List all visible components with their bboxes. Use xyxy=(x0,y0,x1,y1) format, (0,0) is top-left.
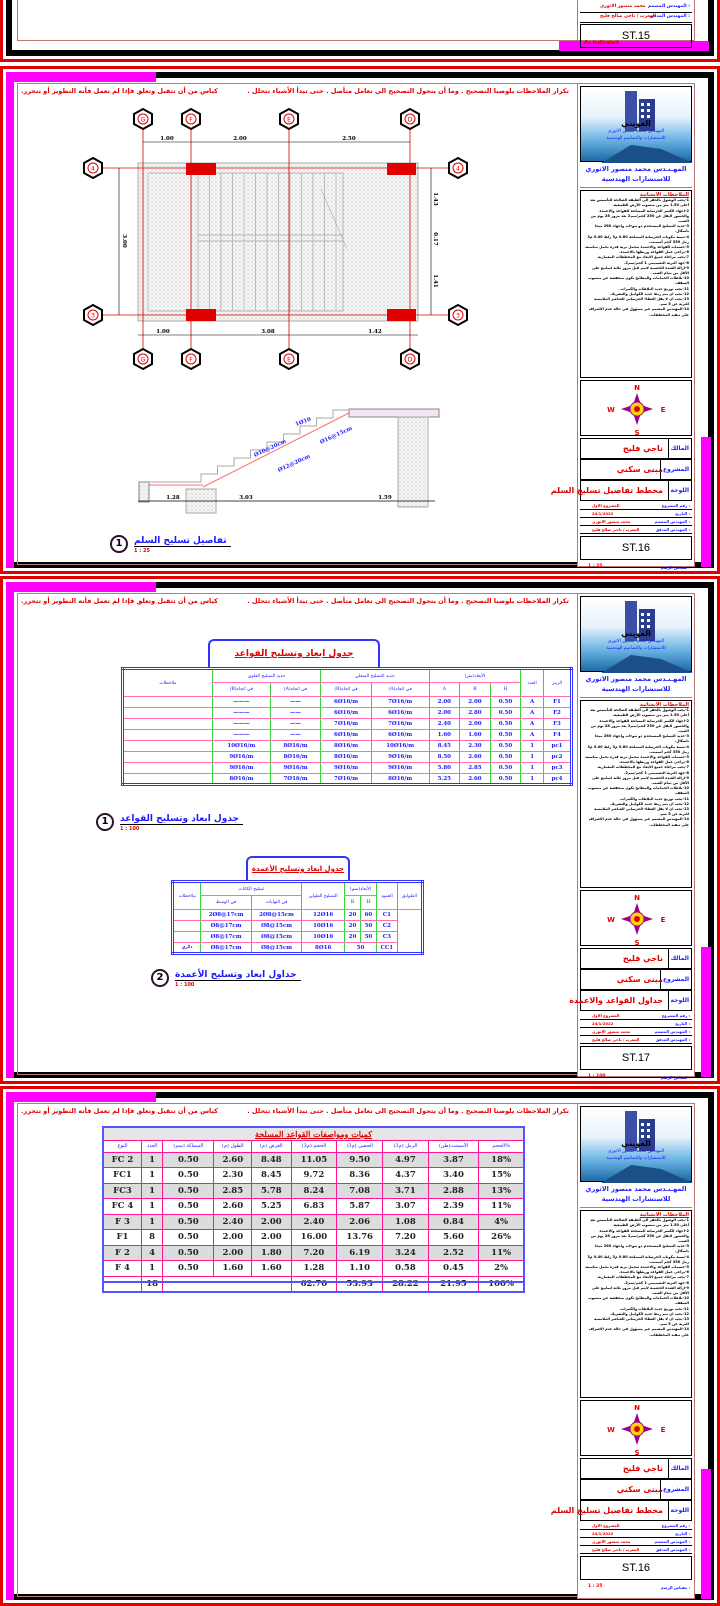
note-item: 9-ازالة الشدة الخشبية لايتم قبل مرور ثلاثة اسابيع على الأقل من تمام الصب. xyxy=(591,775,689,786)
note-item: 13-يجب ان لا يقل الغطاء الخرساني للعناصر الملامسة للتربة عن 5 سم. xyxy=(594,807,689,817)
caption-title: جدول ابعاد وتسليح القواعد xyxy=(120,814,243,825)
sheet-st17 xyxy=(0,576,720,1084)
note-item: 4-نسبة مكونات الخرسانة المسلحة 0.80 م3 زلط 0.40 م3 رمل 350 كجم أسمنت. xyxy=(587,1254,689,1264)
title-block: العويني المهندس محمد منصور الاثوري للاستشارات والتصاميم الهندسية المهـنـدس محمد منصور الاثوري للاستشارات الهندسية الملاحظات الانشائية 1-يجب الوصول بالحفر الى الطبقة الصالحة للتأسيس بعد أعلى 1.50 متر من منسوب الأرض الطبيعية. 2-اجهاد الكسر الخرسانة المسلحة للقواعد والاعمدة والجسور لايقل عن 250 كجم/سم2 بعد مرور 28 يوم من الصب. 3-حديد التسليح المستخدم ذو نتوءات واجهاد 280 ميجا باسكال. 4-نسبة مكونات الخرسانة المسلحة 0.80 م3 زلط 0.40 م3 رمل 350 كجم أسمنت. 5-جسمات القواعد والاعمدة تتحمل تربة قدرة تحمل مناسبة. 6-يراعى عمل القواعد وربطها بالاعمدة. 7-يجب مراعاة جميع الابعاد مع المخططات المعمارية. 8-جهد التربة التصميمي 1 كجم/سم2. 9-ازالة الشدة الخشبية لايتم قبل مرور ثلاثة اسابيع على الأقل من تمام الصب. 10-بلاطات الحمامات والمطابخ تكون منخفضة عن منسوب السقف. 11-يجب توزيع حديد البلاطات والكمرات. 12-يجب ان يتم ربط حديد الكوابيل والتشريك. 13-يجب ان لا يقل الغطاء الخرساني للعناصر الملامسة للتربة عن 5 سم. 14-المهندس المصمم غير مسؤول في حالة عدم الاشراف على تنفيذ المخططات. N S W E المالك ناجي فليح المشروع مبنى سكني اللوحة مخطط تفاصيل تسليح السلم رقم المشروع : المشروع الاول التاريخ : 24/1/2022 المهندس المصمم : محمد منصور الاثوري المهندس المدقق : المعرب / ناجي صالح فليح ST.16 مقياس الرسم : 1 : 25 xyxy=(577,83,695,567)
north-compass xyxy=(580,380,692,436)
title-row-designer: المهندس المصمم : محمد منصور الاثوري xyxy=(580,1028,692,1036)
compass-w: W xyxy=(607,1426,615,1434)
note-item: 7-يجب مراعاة جميع الابعاد مع المخططات المعمارية. xyxy=(596,1275,689,1280)
title-block: العويني المهندس محمد منصور الاثوري للاستشارات والتصاميم الهندسية المهـنـدس محمد منصور الاثوري للاستشارات الهندسية الملاحظات الانشائية 1-يجب الوصول بالحفر الى الطبقة الصالحة للتأسيس بعد أعلى 1.50 متر من منسوب الأرض الطبيعية. 2-اجهاد الكسر الخرسانة المسلحة للقواعد والاعمدة والجسور لايقل عن 250 كجم/سم2 بعد مرور 28 يوم من الصب. 3-حديد التسليح المستخدم ذو نتوءات واجهاد 280 ميجا باسكال. 4-نسبة مكونات الخرسانة المسلحة 0.80 م3 زلط 0.40 م3 رمل 350 كجم أسمنت. 5-جسمات القواعد والاعمدة تتحمل تربة قدرة تحمل مناسبة. 6-يراعى عمل القواعد وربطها بالاعمدة. 7-يجب مراعاة جميع الابعاد مع المخططات المعمارية. 8-جهد التربة التصميمي 1 كجم/سم2. 9-ازالة الشدة الخشبية لايتم قبل مرور ثلاثة اسابيع على الأقل من تمام الصب. 10-بلاطات الحمامات والمطابخ تكون منخفضة عن منسوب السقف. 11-يجب توزيع حديد البلاطات والكمرات. 12-يجب ان يتم ربط حديد الكوابيل والتشريك. 13-يجب ان لا يقل الغطاء الخرساني للعناصر الملامسة للتربة عن 5 سم. 14-المهندس المصمم غير مسؤول في حالة عدم الاشراف على تنفيذ المخططات. N S W E المالك ناجي فليح المشروع مبنى سكني اللوحة جداول القواعد والاعمدة رقم المشروع : المشروع الاول التاريخ : 24/1/2022 المهندس المصمم : محمد منصور الاثوري المهندس المدقق : المعرب / ناجي صالح فليح ST.17 مقياس الرسم : 1 : 100 xyxy=(577,593,695,1077)
footing-table-title: جدول ابعاد وتسليح القواعد xyxy=(208,639,380,667)
column-mark xyxy=(387,309,416,321)
title-row-project_no: رقم المشروع : المشروع الاول xyxy=(580,1522,692,1530)
table-row: pc1 1 0.50 2.30 8.45 10Ø16/m 8Ø16/m 8Ø16/m 10Ø16/m xyxy=(123,741,572,752)
title-row-sheet: اللوحة مخطط تفاصيل تسليح السلم xyxy=(580,1500,692,1521)
engineer-name: المهـنـدس محمد منصور الاثوري للاستشارات الهندسية xyxy=(580,674,692,698)
table-row: C1 60 20 12Ø16 2Ø8@15cm 2Ø8@17cm xyxy=(173,910,423,921)
note-item: 9-ازالة الشدة الخشبية لايتم قبل مرور ثلاثة اسابيع على الأقل من تمام الصب. xyxy=(591,265,689,276)
title-row-owner: المالك ناجي فليح xyxy=(580,948,692,969)
header-note-right: تكرار الملاحظات يلوضنا التصحيح . وما أن يتحول التصحيح الى تعامل متأصل . حتى تبدأ الأشياء تتحلل . xyxy=(247,1107,569,1115)
note-item: 8-جهد التربة التصميمي 1 كجم/سم2. xyxy=(624,260,689,265)
totals-row: 100% 21.95 28.22 53.93 62.70 18 xyxy=(103,1276,524,1292)
note-item: 1-يجب الوصول بالحفر الى الطبقة الصالحة للتأسيس بعد أعلى 1.50 متر من منسوب الأرض الطبيعية. xyxy=(590,708,689,718)
dimension-label: 2.50 xyxy=(342,136,356,142)
note-item: 12-يجب ان يتم ربط حديد الكوابيل والتشريك. xyxy=(609,291,689,296)
table-row: 26% 5.60 7.20 13.76 16.00 2.00 2.00 0.50 8 F1 xyxy=(103,1230,524,1246)
table-row: F4 A 0.50 1.60 1.60 6Ø16/m 6Ø16/m —— ——— xyxy=(123,730,572,741)
stair-section-drawing xyxy=(138,409,439,513)
quantities-title: كميات ومواصفات القواعد المسلحة xyxy=(103,1127,524,1140)
sheet-number: ST.15 xyxy=(580,24,692,48)
table-row: 18% 3.87 4.97 9.50 11.05 8.48 2.60 0.50 1 FC 2 xyxy=(103,1152,524,1168)
note-item: 13-يجب ان لا يقل الغطاء الخرساني للعناصر الملامسة للتربة عن 5 سم. xyxy=(594,1317,689,1327)
caption-title: جداول ابعاد وتسليح الأعمدة xyxy=(175,970,301,981)
next-table-edge xyxy=(102,1281,525,1287)
title-row-project: المشروع مبنى سكني xyxy=(580,969,692,990)
sheet-accent-tab xyxy=(6,582,156,592)
note-item: 11-يجب توزيع حديد البلاطات والكمرات. xyxy=(619,286,689,291)
note-item: 11-يجب توزيع حديد البلاطات والكمرات. xyxy=(619,1306,689,1311)
table-row: C2 50 20 10Ø16 Ø8@15cm Ø8@17cm xyxy=(173,921,423,932)
drawing-scale: 1 : 25 xyxy=(588,564,603,569)
compass-s: S xyxy=(634,1449,640,1457)
north-compass xyxy=(580,1400,692,1456)
header-note-left: كياس من أن تتقبل وتعلق فإذا لم تعمل فأنه التطوير أو تتحرر. xyxy=(21,597,218,605)
compass-e: E xyxy=(660,916,666,924)
title-row-owner: المالك ناجي فليح xyxy=(580,438,692,459)
dimension-label: 1.00 xyxy=(156,329,170,335)
svg-text:F: F xyxy=(189,116,193,124)
svg-text:4: 4 xyxy=(456,165,460,173)
dimension-label: 1.00 xyxy=(160,136,174,142)
dimension-label: 1.41 xyxy=(432,274,438,288)
note-item: 5-جسمات القواعد والاعمدة تتحمل تربة قدرة تحمل مناسبة. xyxy=(584,245,689,250)
note-item: 14-المهندس المصمم غير مسؤول في حالة عدم الاشراف على تنفيذ المخططات. xyxy=(588,1327,689,1337)
sheet-number: ST.16 xyxy=(580,536,692,560)
dimension-label: 1.59 xyxy=(378,495,392,501)
title-row-project: المشروع مبنى سكني xyxy=(580,459,692,480)
title-row-date: التاريخ : 24/1/2022 xyxy=(580,510,692,518)
title-row-checker: المهندس المدقق : المعرب / ناجي صالح فليح xyxy=(580,1546,692,1554)
svg-text:D: D xyxy=(407,356,413,364)
title-block: المهندس المصمم : محمد منصور الاثوري المهندس المدقق : المعرب / ناجي صالح فليح ST.15 As indicated xyxy=(577,0,695,41)
engineer-name: المهـنـدس محمد منصور الاثوري للاستشارات الهندسية xyxy=(580,164,692,188)
note-item: 5-جسمات القواعد والاعمدة تتحمل تربة قدرة تحمل مناسبة. xyxy=(584,1265,689,1270)
dimension-label: 0.17 xyxy=(432,232,438,246)
stair-plan-drawing xyxy=(3,69,583,569)
note-item: 10-بلاطات الحمامات والمطابخ تكون منخفضة عن منسوب السقف. xyxy=(588,786,689,796)
sheet-accent-right xyxy=(701,947,711,1077)
note-item: 7-يجب مراعاة جميع الابعاد مع المخططات المعمارية. xyxy=(596,765,689,770)
dimension-label: 1.42 xyxy=(368,329,382,335)
caption-title: تفاصيل تسليح السلم xyxy=(134,536,231,547)
grid-bubble xyxy=(449,158,467,178)
company-logo: العويني المهندس محمد منصور الاثوري للاستشارات والتصاميم الهندسية xyxy=(580,86,692,162)
footing-table: الرمز العدد الأبعاد(متر) حديد التسليح السفلي حديد التسليح العلوي ملاحظات H B A في اتجاه(A) في اتجاه(B) في اتجاه(A) في اتجاه(B) F1 A 0.50 2.00 2.00 7Ø16/m 6Ø16/m —— ——— F2 A 0.50 2.80 2.00 6Ø16/m 6Ø16/m —— ——— F3 A 0.50 2.00 2.40 7Ø16/m 7Ø16/m —— ——— F4 A 0.50 1.60 1.60 6Ø16/m 6Ø16/m —— ——— pc1 1 0.50 2.30 8.45 10Ø16/m 8Ø16/m 8Ø16/m 10Ø16/m pc2 1 0.50 2.60 8.50 9Ø16/m 8Ø16/m 8Ø16/m 9Ø16/m pc3 1 0.50 2.85 5.80 9Ø16/m 9Ø16/m 9Ø16/m 9Ø16/m pc4 1 0.50 2.60 5.25 8Ø16/m 7Ø16/m 7Ø16/m 8Ø16/m xyxy=(121,667,573,786)
rebar-label: Ø10@20cm xyxy=(253,438,288,459)
compass-n: N xyxy=(634,384,640,392)
table-row: pc2 1 0.50 2.60 8.50 9Ø16/m 8Ø16/m 8Ø16/m 9Ø16/m xyxy=(123,752,572,763)
rebar-label: Ø16@15cm xyxy=(319,425,354,446)
grid-bubble xyxy=(182,109,200,129)
header-note-right: تكرار الملاحظات يلوضنا التصحيح . وما أن يتحول التصحيح الى تعامل متأصل . حتى تبدأ الأشياء تتحلل . xyxy=(247,597,569,605)
sheet-st15 xyxy=(0,0,720,62)
table-row: F1 A 0.50 2.00 2.00 7Ø16/m 6Ø16/m —— ——— xyxy=(123,697,572,708)
company-logo: العويني المهندس محمد منصور الاثوري للاستشارات والتصاميم الهندسية xyxy=(580,596,692,672)
note-item: 8-جهد التربة التصميمي 1 كجم/سم2. xyxy=(624,1280,689,1285)
note-item: 2-اجهاد الكسر الخرسانة المسلحة للقواعد والاعمدة والجسور لايقل عن 250 كجم/سم2 بعد مرور 28 يوم من الصب. xyxy=(590,208,689,224)
structural-notes: الملاحظات الانشائية 1-يجب الوصول بالحفر الى الطبقة الصالحة للتأسيس بعد أعلى 1.50 متر من منسوب الأرض الطبيعية. 2-اجهاد الكسر الخرسانة المسلحة للقواعد والاعمدة والجسور لايقل عن 250 كجم/سم2 بعد مرور 28 يوم من الصب. 3-حديد التسليح المستخدم ذو نتوءات واجهاد 280 ميجا باسكال. 4-نسبة مكونات الخرسانة المسلحة 0.80 م3 زلط 0.40 م3 رمل 350 كجم أسمنت. 5-جسمات القواعد والاعمدة تتحمل تربة قدرة تحمل مناسبة. 6-يراعى عمل القواعد وربطها بالاعمدة. 7-يجب مراعاة جميع الابعاد مع المخططات المعمارية. 8-جهد التربة التصميمي 1 كجم/سم2. 9-ازالة الشدة الخشبية لايتم قبل مرور ثلاثة اسابيع على الأقل من تمام الصب. 10-بلاطات الحمامات والمطابخ تكون منخفضة عن منسوب السقف. 11-يجب توزيع حديد البلاطات والكمرات. 12-يجب ان يتم ربط حديد الكوابيل والتشريك. 13-يجب ان لا يقل الغطاء الخرساني للعناصر الملامسة للتربة عن 5 سم. 14-المهندس المصمم غير مسؤول في حالة عدم الاشراف على تنفيذ المخططات. xyxy=(580,190,692,378)
dimension-label: 3.03 xyxy=(239,495,253,501)
note-item: 1-يجب الوصول بالحفر الى الطبقة الصالحة للتأسيس بعد أعلى 1.50 متر من منسوب الأرض الطبيعية. xyxy=(590,1218,689,1228)
dimension-label: 1.43 xyxy=(432,192,438,206)
svg-text:D: D xyxy=(407,116,413,124)
drawing-scale: 1 : 25 xyxy=(588,1584,603,1589)
drawing-scale: 1 : 100 xyxy=(588,1074,606,1079)
note-item: 11-يجب توزيع حديد البلاطات والكمرات. xyxy=(619,796,689,801)
grid-bubble xyxy=(401,109,419,129)
rebar-label: Ø12@20cm xyxy=(277,453,312,474)
note-item: 6-يراعى عمل القواعد وربطها بالاعمدة. xyxy=(619,760,689,765)
compass-icon xyxy=(581,891,693,947)
title-row-checker: المهندس المدقق : المعرب / ناجي صالح فليح xyxy=(580,1036,692,1044)
note-item: 14-المهندس المصمم غير مسؤول في حالة عدم الاشراف على تنفيذ المخططات. xyxy=(588,817,689,827)
rebar-label: 1Ø10 xyxy=(294,416,312,428)
note-item: 14-المهندس المصمم غير مسؤول في حالة عدم الاشراف على تنفيذ المخططات. xyxy=(588,307,689,317)
caption-scale: 1 : 100 xyxy=(120,826,140,832)
column-table: الطوابق العمود الأبعاد(سم) التسليح الطولي تسليح الكانات ملاحظات H B في النهايات في الوسط C1 60 20 12Ø16 2Ø8@15cm 2Ø8@17cm C2 50 20 10Ø16 Ø8@15cm Ø8@17cm C3 50 20 10Ø16 Ø8@15cm Ø8@17cm CC1 50 8Ø16 Ø8@15cm Ø8@17cm دائري xyxy=(171,880,424,955)
compass-n: N xyxy=(634,894,640,902)
dimension-label: 3.00 xyxy=(121,234,127,248)
note-item: 3-حديد التسليح المستخدم ذو نتوءات واجهاد 280 ميجا باسكال. xyxy=(594,734,689,744)
sheet-number: ST.17 xyxy=(580,1046,692,1070)
sheet-accent-tab xyxy=(6,1092,156,1102)
note-item: 8-جهد التربة التصميمي 1 كجم/سم2. xyxy=(624,770,689,775)
grid-bubble xyxy=(84,305,102,325)
table-row: F2 A 0.50 2.80 2.00 6Ø16/m 6Ø16/m —— ——— xyxy=(123,708,572,719)
table-row: pc4 1 0.50 2.60 5.25 8Ø16/m 7Ø16/m 7Ø16/m 8Ø16/m xyxy=(123,774,572,785)
table-row: 11% 2.39 3.07 5.87 6.83 5.25 2.60 0.50 1 FC 4 xyxy=(103,1199,524,1215)
drawing-scale: As indicated xyxy=(584,40,619,46)
caption-number: 2 xyxy=(151,969,169,987)
svg-text:3: 3 xyxy=(91,312,95,320)
sheet-accent-side xyxy=(6,582,14,1078)
note-item: 10-بلاطات الحمامات والمطابخ تكون منخفضة عن منسوب السقف. xyxy=(588,1296,689,1306)
compass-w: W xyxy=(607,916,615,924)
title-row-designer: المهندس المصمم : محمد منصور الاثوري xyxy=(580,1538,692,1546)
column-mark xyxy=(186,163,216,175)
title-row-sheet: اللوحة مخطط تفاصيل تسليح السلم xyxy=(580,480,692,501)
sheet-accent-right xyxy=(701,1469,711,1599)
title-row-project_no: رقم المشروع : المشروع الاول xyxy=(580,502,692,510)
note-item: 2-اجهاد الكسر الخرسانة المسلحة للقواعد والاعمدة والجسور لايقل عن 250 كجم/سم2 بعد مرور 28 يوم من الصب. xyxy=(590,1228,689,1244)
compass-e: E xyxy=(660,1426,666,1434)
title-row-project_no: رقم المشروع : المشروع الاول xyxy=(580,1012,692,1020)
note-item: 4-نسبة مكونات الخرسانة المسلحة 0.80 م3 زلط 0.40 م3 رمل 350 كجم أسمنت. xyxy=(587,744,689,754)
svg-text:G: G xyxy=(140,356,146,364)
grid-bubble xyxy=(449,305,467,325)
title-row-owner: المالك ناجي فليح xyxy=(580,1458,692,1479)
grid-bubble xyxy=(134,109,152,129)
table-row: 4% 0.84 1.08 2.06 2.40 2.00 2.40 0.50 1 F 3 xyxy=(103,1214,524,1230)
column-table-title: جدول ابعاد وتسليح الأعمدة xyxy=(246,856,350,880)
column-mark xyxy=(387,163,416,175)
grid-bubble xyxy=(280,109,298,129)
note-item: 9-ازالة الشدة الخشبية لايتم قبل مرور ثلاثة اسابيع على الأقل من تمام الصب. xyxy=(591,1285,689,1296)
table-row: C3 50 20 10Ø16 Ø8@15cm Ø8@17cm xyxy=(173,932,423,943)
svg-text:E: E xyxy=(287,356,291,364)
header-note-left: كياس من أن تتقبل وتعلق فإذا لم تعمل فأنه التطوير أو تتحرر. xyxy=(21,1107,218,1115)
title-row-project: المشروع مبنى سكني xyxy=(580,1479,692,1500)
dimension-label: 2.00 xyxy=(233,136,247,142)
grid-bubble xyxy=(182,349,200,369)
quantities-table: كميات ومواصفات القواعد المسلحة %الحجم الأسمنت(طن) الرمل (م3) الحصى (م3) الحجم (م3) العرض (م) الطول (م) السماكة (سم) العدد النوع 18% 3.87 4.97 9.50 11.05 8.48 2.60 0.50 1 FC 2 15% 3.40 4.37 8.36 9.72 8.45 2.30 0.50 1 FC1 13% 2.88 3.71 7.08 8.24 5.78 2.85 0.50 1 FC3 11% 2.39 3.07 5.87 6.83 5.25 2.60 0.50 1 FC 4 4% 0.84 1.08 2.06 2.40 2.00 2.40 0.50 1 F 3 26% 5.60 7.20 13.76 16.00 2.00 2.00 0.50 8 F1 11% 2.52 3.24 6.19 7.20 1.80 2.00 0.50 4 F 2 2% 0.45 0.58 1.10 1.28 1.60 1.60 0.50 1 F 4 100% 21.95 28.22 53.93 62.70 18 xyxy=(102,1126,525,1293)
dimension-label: 1.28 xyxy=(166,495,180,501)
compass-icon xyxy=(581,381,693,437)
note-item: 6-يراعى عمل القواعد وربطها بالاعمدة. xyxy=(619,250,689,255)
structural-notes: الملاحظات الانشائية 1-يجب الوصول بالحفر الى الطبقة الصالحة للتأسيس بعد أعلى 1.50 متر من منسوب الأرض الطبيعية. 2-اجهاد الكسر الخرسانة المسلحة للقواعد والاعمدة والجسور لايقل عن 250 كجم/سم2 بعد مرور 28 يوم من الصب. 3-حديد التسليح المستخدم ذو نتوءات واجهاد 280 ميجا باسكال. 4-نسبة مكونات الخرسانة المسلحة 0.80 م3 زلط 0.40 م3 رمل 350 كجم أسمنت. 5-جسمات القواعد والاعمدة تتحمل تربة قدرة تحمل مناسبة. 6-يراعى عمل القواعد وربطها بالاعمدة. 7-يجب مراعاة جميع الابعاد مع المخططات المعمارية. 8-جهد التربة التصميمي 1 كجم/سم2. 9-ازالة الشدة الخشبية لايتم قبل مرور ثلاثة اسابيع على الأقل من تمام الصب. 10-بلاطات الحمامات والمطابخ تكون منخفضة عن منسوب السقف. 11-يجب توزيع حديد البلاطات والكمرات. 12-يجب ان يتم ربط حديد الكوابيل والتشريك. 13-يجب ان لا يقل الغطاء الخرساني للعناصر الملامسة للتربة عن 5 سم. 14-المهندس المصمم غير مسؤول في حالة عدم الاشراف على تنفيذ المخططات. xyxy=(580,700,692,888)
table-row: CC1 50 8Ø16 Ø8@15cm Ø8@17cm دائري xyxy=(173,943,423,954)
table-row: 11% 2.52 3.24 6.19 7.20 1.80 2.00 0.50 4 F 2 xyxy=(103,1245,524,1261)
note-item: 10-بلاطات الحمامات والمطابخ تكون منخفضة عن منسوب السقف. xyxy=(588,276,689,286)
sheet-accent-side xyxy=(6,1092,14,1600)
compass-s: S xyxy=(634,939,640,947)
compass-icon xyxy=(581,1401,693,1457)
caption-scale: 1 : 25 xyxy=(134,548,150,554)
table-row: pc3 1 0.50 2.85 5.80 9Ø16/m 9Ø16/m 9Ø16/m 9Ø16/m xyxy=(123,763,572,774)
svg-text:G: G xyxy=(140,116,146,124)
table-row: 13% 2.88 3.71 7.08 8.24 5.78 2.85 0.50 1 FC3 xyxy=(103,1183,524,1199)
header-note-left: كياس من أن تتقبل وتعلق فإذا لم تعمل فأنه التطوير أو تتحرر. xyxy=(21,87,218,95)
title-row-date: التاريخ : 24/1/2022 xyxy=(580,1530,692,1538)
engineer-name: المهـنـدس محمد منصور الاثوري للاستشارات الهندسية xyxy=(580,1184,692,1208)
note-item: 5-جسمات القواعد والاعمدة تتحمل تربة قدرة تحمل مناسبة. xyxy=(584,755,689,760)
svg-text:F: F xyxy=(189,356,193,364)
compass-n: N xyxy=(634,1404,640,1412)
note-item: 1-يجب الوصول بالحفر الى الطبقة الصالحة للتأسيس بعد أعلى 1.50 متر من منسوب الأرض الطبيعية. xyxy=(590,198,689,208)
note-item: 3-حديد التسليح المستخدم ذو نتوءات واجهاد 280 ميجا باسكال. xyxy=(594,1244,689,1254)
note-item: 4-نسبة مكونات الخرسانة المسلحة 0.80 م3 زلط 0.40 م3 رمل 350 كجم أسمنت. xyxy=(587,234,689,244)
north-compass xyxy=(580,890,692,946)
column-mark xyxy=(186,309,216,321)
caption-scale: 1 : 100 xyxy=(175,982,195,988)
grid-bubble xyxy=(134,349,152,369)
note-item: 12-يجب ان يتم ربط حديد الكوابيل والتشريك. xyxy=(609,1311,689,1316)
svg-text:4: 4 xyxy=(91,165,95,173)
note-item: 13-يجب ان لا يقل الغطاء الخرساني للعناصر الملامسة للتربة عن 5 سم. xyxy=(594,297,689,307)
compass-s: S xyxy=(634,429,640,437)
svg-text:E: E xyxy=(287,116,291,124)
dimension-label: 3.08 xyxy=(261,329,275,335)
caption-number: 1 xyxy=(96,813,114,831)
title-row-checker: المهندس المدقق : المعرب / ناجي صالح فليح xyxy=(580,526,692,534)
title-row-designer: المهندس المصمم : محمد منصور الاثوري xyxy=(580,518,692,526)
title-row-sheet: اللوحة جداول القواعد والاعمدة xyxy=(580,990,692,1011)
compass-e: E xyxy=(660,406,666,414)
note-item: 7-يجب مراعاة جميع الابعاد مع المخططات المعمارية. xyxy=(596,255,689,260)
grid-bubble xyxy=(280,349,298,369)
note-item: 12-يجب ان يتم ربط حديد الكوابيل والتشريك. xyxy=(609,801,689,806)
table-row: F3 A 0.50 2.00 2.40 7Ø16/m 7Ø16/m —— ——— xyxy=(123,719,572,730)
grid-bubble xyxy=(401,349,419,369)
note-item: 6-يراعى عمل القواعد وربطها بالاعمدة. xyxy=(619,1270,689,1275)
sheet-accent-right xyxy=(701,437,711,567)
table-row: 15% 3.40 4.37 8.36 9.72 8.45 2.30 0.50 1 FC1 xyxy=(103,1168,524,1184)
sheet-number: ST.16 xyxy=(580,1556,692,1580)
compass-w: W xyxy=(607,406,615,414)
sheet-quantities xyxy=(0,1086,720,1606)
structural-notes: الملاحظات الانشائية 1-يجب الوصول بالحفر الى الطبقة الصالحة للتأسيس بعد أعلى 1.50 متر من منسوب الأرض الطبيعية. 2-اجهاد الكسر الخرسانة المسلحة للقواعد والاعمدة والجسور لايقل عن 250 كجم/سم2 بعد مرور 28 يوم من الصب. 3-حديد التسليح المستخدم ذو نتوءات واجهاد 280 ميجا باسكال. 4-نسبة مكونات الخرسانة المسلحة 0.80 م3 زلط 0.40 م3 رمل 350 كجم أسمنت. 5-جسمات القواعد والاعمدة تتحمل تربة قدرة تحمل مناسبة. 6-يراعى عمل القواعد وربطها بالاعمدة. 7-يجب مراعاة جميع الابعاد مع المخططات المعمارية. 8-جهد التربة التصميمي 1 كجم/سم2. 9-ازالة الشدة الخشبية لايتم قبل مرور ثلاثة اسابيع على الأقل من تمام الصب. 10-بلاطات الحمامات والمطابخ تكون منخفضة عن منسوب السقف. 11-يجب توزيع حديد البلاطات والكمرات. 12-يجب ان يتم ربط حديد الكوابيل والتشريك. 13-يجب ان لا يقل الغطاء الخرساني للعناصر الملامسة للتربة عن 5 سم. 14-المهندس المصمم غير مسؤول في حالة عدم الاشراف على تنفيذ المخططات. xyxy=(580,1210,692,1398)
company-logo: العويني المهندس محمد منصور الاثوري للاستشارات والتصاميم الهندسية xyxy=(580,1106,692,1182)
svg-text:3: 3 xyxy=(456,312,460,320)
caption-number: 1 xyxy=(110,535,128,553)
title-row-date: التاريخ : 24/1/2022 xyxy=(580,1020,692,1028)
note-item: 2-اجهاد الكسر الخرسانة المسلحة للقواعد والاعمدة والجسور لايقل عن 250 كجم/سم2 بعد مرور 28 يوم من الصب. xyxy=(590,718,689,734)
grid-bubble xyxy=(84,158,102,178)
note-item: 3-حديد التسليح المستخدم ذو نتوءات واجهاد 280 ميجا باسكال. xyxy=(594,224,689,234)
table-row: 2% 0.45 0.58 1.10 1.28 1.60 1.60 0.50 1 F 4 xyxy=(103,1261,524,1277)
header-note-right: تكرار الملاحظات يلوضنا التصحيح . وما أن يتحول التصحيح الى تعامل متأصل . حتى تبدأ الأشياء تتحلل . xyxy=(247,87,569,95)
sheet-st16 xyxy=(0,66,720,574)
title-block: العويني المهندس محمد منصور الاثوري للاستشارات والتصاميم الهندسية المهـنـدس محمد منصور الاثوري للاستشارات الهندسية الملاحظات الانشائية 1-يجب الوصول بالحفر الى الطبقة الصالحة للتأسيس بعد أعلى 1.50 متر من منسوب الأرض الطبيعية. 2-اجهاد الكسر الخرسانة المسلحة للقواعد والاعمدة والجسور لايقل عن 250 كجم/سم2 بعد مرور 28 يوم من الصب. 3-حديد التسليح المستخدم ذو نتوءات واجهاد 280 ميجا باسكال. 4-نسبة مكونات الخرسانة المسلحة 0.80 م3 زلط 0.40 م3 رمل 350 كجم أسمنت. 5-جسمات القواعد والاعمدة تتحمل تربة قدرة تحمل مناسبة. 6-يراعى عمل القواعد وربطها بالاعمدة. 7-يجب مراعاة جميع الابعاد مع المخططات المعمارية. 8-جهد التربة التصميمي 1 كجم/سم2. 9-ازالة الشدة الخشبية لايتم قبل مرور ثلاثة اسابيع على الأقل من تمام الصب. 10-بلاطات الحمامات والمطابخ تكون منخفضة عن منسوب السقف. 11-يجب توزيع حديد البلاطات والكمرات. 12-يجب ان يتم ربط حديد الكوابيل والتشريك. 13-يجب ان لا يقل الغطاء الخرساني للعناصر الملامسة للتربة عن 5 سم. 14-المهندس المصمم غير مسؤول في حالة عدم الاشراف على تنفيذ المخططات. N S W E المالك ناجي فليح المشروع مبنى سكني اللوحة مخطط تفاصيل تسليح السلم رقم المشروع : المشروع الاول التاريخ : 24/1/2022 المهندس المصمم : محمد منصور الاثوري المهندس المدقق : المعرب / ناجي صالح فليح ST.16 مقياس الرسم : 1 : 25 xyxy=(577,1103,695,1599)
